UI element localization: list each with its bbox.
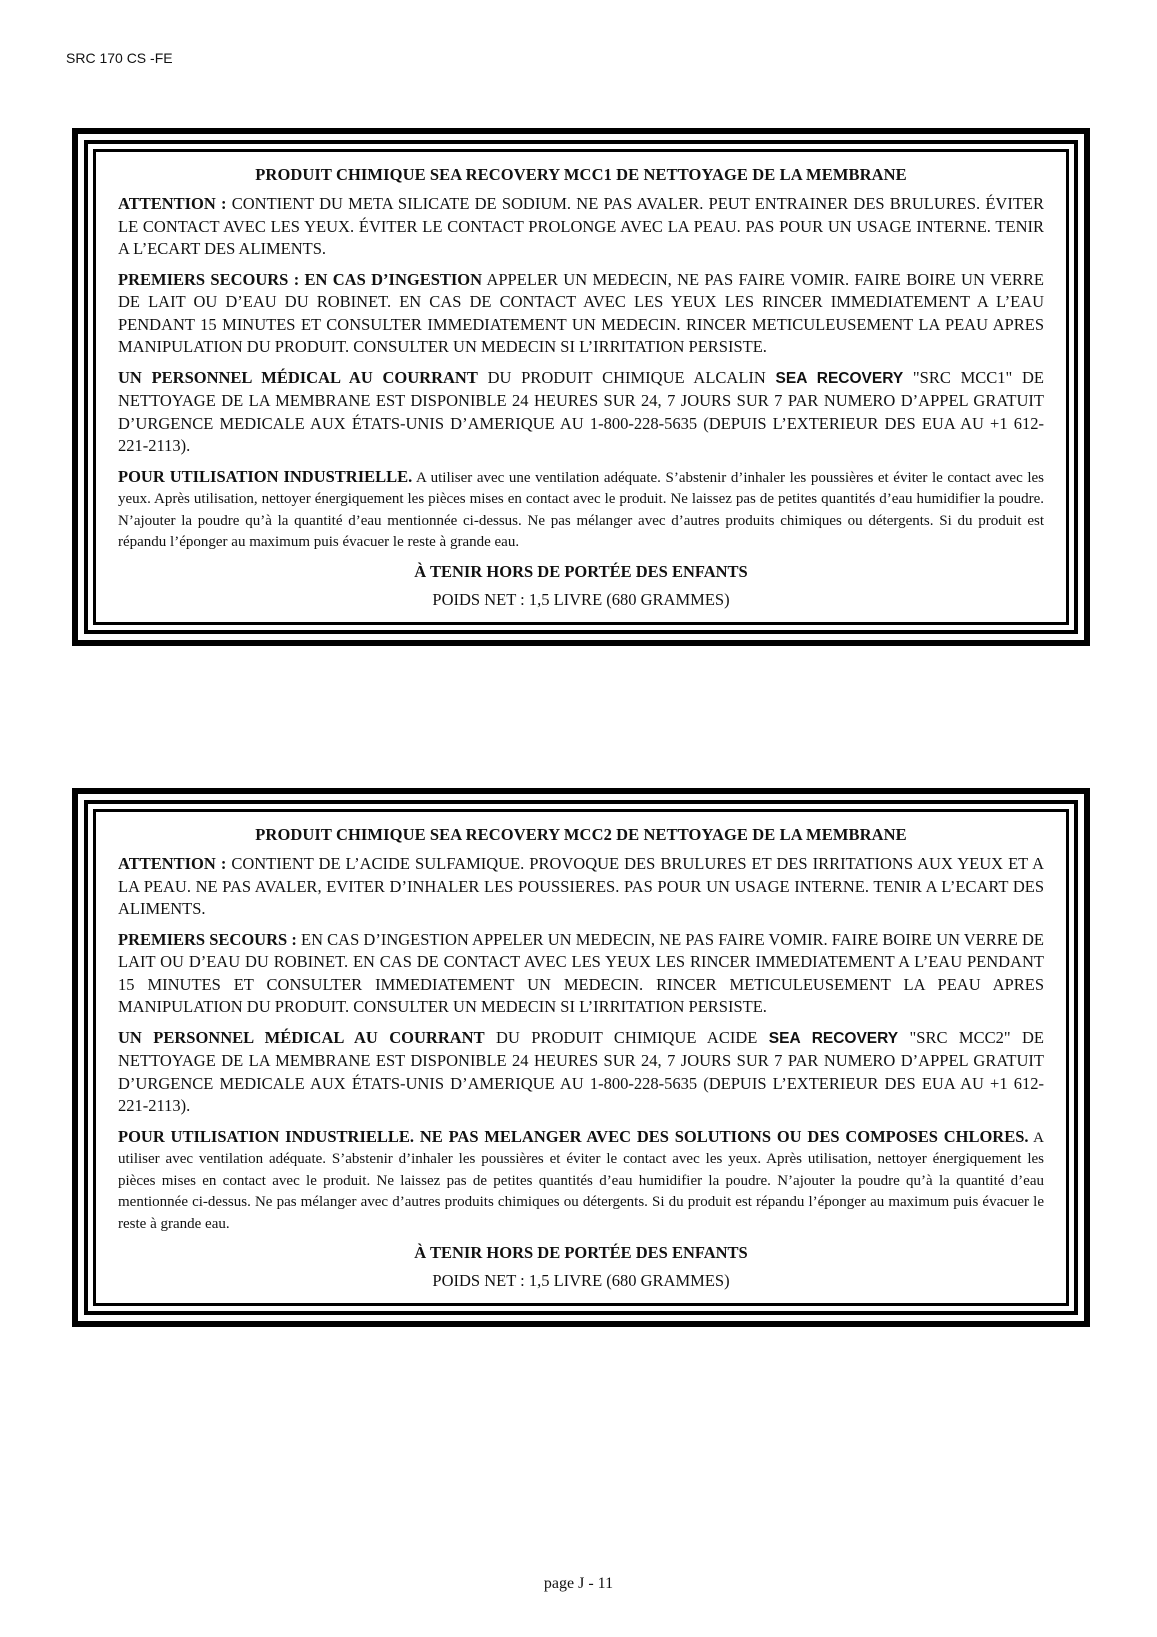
page-number: page J - 11 — [543, 1575, 614, 1592]
chemical-label-mcc2 — [72, 788, 1090, 1327]
first-aid-paragraph — [118, 929, 1044, 1019]
industrial-paragraph — [118, 1126, 1044, 1236]
net-weight: POIDS NET : 1,5 LIVRE (680 GRAMMES) — [432, 589, 730, 609]
label-title: PRODUIT CHIMIQUE SEA RECOVERY MCC1 DE NETTOYAGE DE LA MEMBRANE — [255, 165, 907, 184]
medical-paragraph — [118, 367, 1044, 458]
medical-text-after: "SRC MCC1" DE NETTOYAGE DE LA MEMBRANE EST DISPONIBLE 24 HEURES SUR 24, 7 JOURS SUR 7 PAR NUMERO D’APPEL GRATUIT D’URGENCE MEDICALE AUX ÉTATS-UNIS D’AMERIQUE AU 1-800-228-5635 (DEPUIS L’EXTERIEUR DES EUA AU +1 612-221-2113). — [118, 367, 1044, 455]
child-warning: À TENIR HORS DE PORTÉE DES ENFANTS — [414, 561, 748, 581]
medical-paragraph — [118, 1027, 1044, 1118]
industrial-paragraph — [118, 466, 1044, 554]
attention-text: CONTIENT DE L’ACIDE SULFAMIQUE. PROVOQUE DES BRULURES ET DES IRRITATIONS AUX YEUX ET A LA PEAU. NE PAS AVALER, EVITER D’INHALER LES POUSSIERES. PAS POUR UN USAGE INTERNE. TENIR A L’ECART DES ALIMENTS. — [118, 854, 1044, 918]
attention-paragraph — [118, 853, 1044, 921]
attention-paragraph — [118, 193, 1044, 261]
medical-label: UN PERSONNEL MÉDICAL AU COURRANT — [118, 367, 478, 387]
medical-label: UN PERSONNEL MÉDICAL AU COURRANT — [118, 1027, 485, 1047]
industrial-text: A utiliser avec ventilation adéquate. S’abstenir d’inhaler les poussières et éviter le contact avec les yeux. Après utilisation, nettoyer énergiquement les pièces mises en contact avec le produit. Ne laissez pas de petites quantités d’eau humidifier la poudre. N’ajouter la poudre qu’à la quantité d’eau mentionnée ci-dessus. Ne pas mélanger avec d’autres produits chimiques ou détergents. Si du produit est répandu l’éponger au maximum puis évacuer le reste à grande eau. — [118, 1129, 1044, 1232]
medical-text-after: "SRC MCC2" DE NETTOYAGE DE LA MEMBRANE EST DISPONIBLE 24 HEURES SUR 24, 7 JOURS SUR 7 PAR NUMERO D’APPEL GRATUIT D’URGENCE MEDICALE AUX ÉTATS-UNIS D’AMERIQUE AU 1-800-228-5635 (DEPUIS L’EXTERIEUR DES EUA AU +1 612-221-2113). — [118, 1027, 1044, 1115]
first-aid-label: PREMIERS SECOURS : — [118, 929, 297, 949]
industrial-label: POUR UTILISATION INDUSTRIELLE. — [118, 466, 413, 486]
child-warning: À TENIR HORS DE PORTÉE DES ENFANTS — [414, 1243, 748, 1262]
attention-text: CONTIENT DU META SILICATE DE SODIUM. NE PAS AVALER. PEUT ENTRAINER DES BRULURES. ÉVITER LE CONTACT AVEC LES YEUX. ÉVITER LE CONTACT PROLONGE AVEC LA PEAU. PAS POUR UN USAGE INTERNE. TENIR A L’ECART DES ALIMENTS. — [118, 194, 1044, 258]
label-title: PRODUIT CHIMIQUE SEA RECOVERY MCC2 DE NETTOYAGE DE LA MEMBRANE — [255, 825, 907, 844]
first-aid-text: EN CAS D’INGESTION APPELER UN MEDECIN, NE PAS FAIRE VOMIR. FAIRE BOIRE UN VERRE DE LAIT OU D’EAU DU ROBINET. EN CAS DE CONTACT AVEC LES YEUX LES RINCER IMMEDIATEMENT A L’EAU PENDANT 15 MINUTES ET CONSULTER IMMEDIATEMENT UN MEDECIN. RINCER METICULEUSEMENT LA PEAU APRES MANIPULATION DU PRODUIT. CONSULTER UN MEDECIN SI L’IRRITATION PERSISTE. — [118, 929, 1044, 1016]
first-aid-paragraph — [118, 269, 1044, 359]
brand-name: SEA RECOVERY — [768, 1029, 899, 1047]
net-weight: POIDS NET : 1,5 LIVRE (680 GRAMMES) — [432, 1271, 730, 1290]
brand-name: SEA RECOVERY — [775, 369, 904, 387]
first-aid-label: PREMIERS SECOURS : EN CAS D’INGESTION — [118, 269, 483, 289]
industrial-label: POUR UTILISATION INDUSTRIELLE. NE PAS MELANGER AVEC DES SOLUTIONS OU DES COMPOSES CHLORES. — [118, 1126, 1029, 1146]
attention-label: ATTENTION : — [118, 854, 227, 873]
document-code: SRC 170 CS -FE — [66, 50, 173, 66]
attention-label: ATTENTION : — [118, 194, 227, 213]
first-aid-text: APPELER UN MEDECIN, NE PAS FAIRE VOMIR. FAIRE BOIRE UN VERRE DE LAIT OU D’EAU DU ROBINET. EN CAS DE CONTACT AVEC LES YEUX LES RINCER IMMEDIATEMENT A L’EAU PENDANT 15 MINUTES ET CONSULTER IMMEDIATEMENT UN MEDECIN. RINCER METICULEUSEMENT LA PEAU APRES MANIPULATION DU PRODUIT. CONSULTER UN MEDECIN SI L’IRRITATION PERSISTE. — [118, 269, 1044, 356]
medical-text-before: DU PRODUIT CHIMIQUE ACIDE — [484, 1027, 769, 1047]
industrial-text: A utiliser avec une ventilation adéquate. S’abstenir d’inhaler les poussières et éviter le contact avec les yeux. Après utilisation, nettoyer énergiquement les pièces mises en contact avec le produit. Ne laissez pas de petites quantités d’eau humidifier la poudre. N’ajouter la poudre qu’à la quantité d’eau mentionnée ci-dessus. Ne pas mélanger avec d’autres produits chimiques ou détergents. Si du produit est répandu l’éponger au maximum puis évacuer le reste à grande eau. — [118, 469, 1044, 550]
chemical-label-mcc1 — [72, 128, 1090, 646]
medical-text-before: DU PRODUIT CHIMIQUE ALCALIN — [477, 367, 776, 387]
